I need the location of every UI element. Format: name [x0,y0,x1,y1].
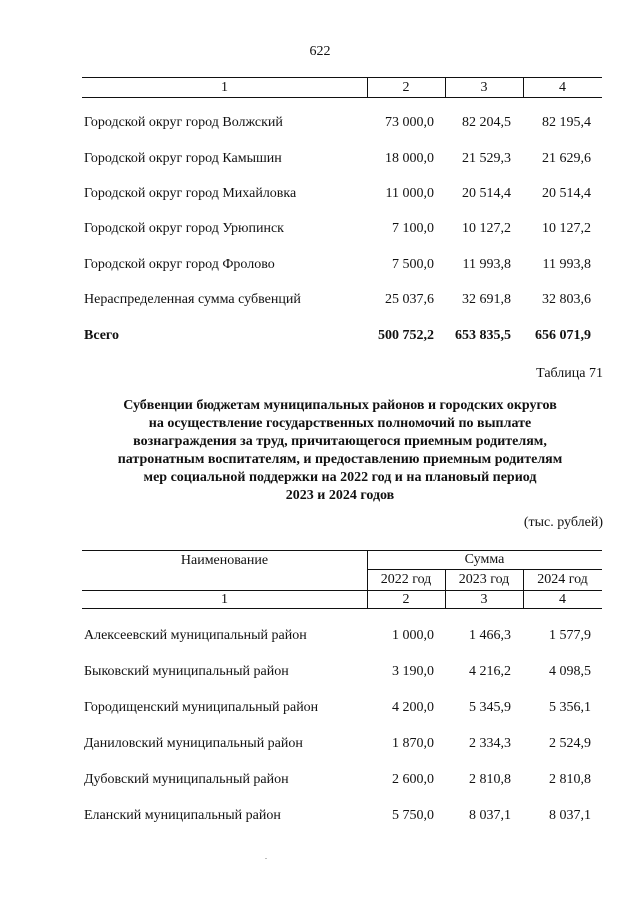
value-2024: 21 629,6 [542,151,591,166]
title-line: вознаграждения за труд, причитающегося приемным родителям, [133,434,547,449]
value-2022: 5 750,0 [392,808,434,823]
value-2024: 5 356,1 [549,700,591,715]
value-2023: 32 691,8 [462,292,511,307]
value-2024: 2 810,8 [549,772,591,787]
value-2023: 21 529,3 [462,151,511,166]
value-2023: 1 466,3 [469,628,511,643]
row-name: Городской округ город Михайловка [84,186,297,201]
value-2024: 10 127,2 [542,221,591,236]
table1-header-col4: 4 [559,80,566,95]
value-2024: 20 514,4 [542,186,591,201]
table1-header-col1: 1 [221,80,228,95]
value-2024: 32 803,6 [542,292,591,307]
row-name: Городской округ город Урюпинск [84,221,284,236]
value-2023: 4 216,2 [469,664,511,679]
title-line: патронатным воспитателям, и предоставлению приемным родителям [117,452,563,467]
row-name: Дубовский муниципальный район [84,772,289,787]
col-number-4: 4 [559,592,566,607]
value-2023: 82 204,5 [462,115,511,130]
value-2022: 7 100,0 [392,221,434,236]
row-name: Алексеевский муниципальный район [84,628,307,643]
value-2024: 2 524,9 [549,736,591,751]
header-year-2022: 2022 год [380,572,432,587]
table-number-label: Таблица 71 [536,366,603,381]
value-2024: 82 195,4 [542,115,591,130]
page-number: 622 [309,44,331,59]
table1-header-col2: 2 [402,80,410,95]
value-2023: 2 810,8 [469,772,511,787]
table1-header-border [82,97,602,98]
total-label: Всего [84,328,119,343]
value-2023: 8 037,1 [469,808,511,823]
total-2022: 500 752,2 [378,328,434,343]
total-2024: 656 071,9 [535,328,591,343]
title-line: мер социальной поддержки на 2022 год и на плановый период [143,470,537,485]
header-sum: Сумма [464,552,505,567]
value-2024: 8 037,1 [549,808,591,823]
value-2022: 7 500,0 [392,257,434,272]
value-2023: 5 345,9 [469,700,511,715]
header-year-2023: 2023 год [458,572,510,587]
units-label: (тыс. рублей) [523,515,603,530]
value-2022: 2 600,0 [392,772,434,787]
value-2022: 11 000,0 [385,186,434,201]
header-year-2024: 2024 год [537,572,588,587]
table1-header-col3: 3 [480,80,488,95]
col-number-3: 3 [480,592,488,607]
table2-sum-divider [367,569,602,570]
value-2023: 2 334,3 [469,736,511,751]
row-name: Даниловский муниципальный район [84,736,303,751]
value-2022: 18 000,0 [385,151,434,166]
row-name: Еланский муниципальный район [84,808,281,823]
row-name: Нераспределенная сумма субвенций [84,292,301,307]
header-name: Наименование [180,553,269,568]
value-2023: 20 514,4 [462,186,511,201]
row-name: Городищенский муниципальный район [84,700,319,715]
row-name: Городской округ город Волжский [84,115,283,130]
row-name: Быковский муниципальный район [84,664,289,679]
row-name: Городской округ город Камышин [84,151,282,166]
total-2023: 653 835,5 [455,328,511,343]
title-line: на осуществление государственных полномочий по выплате [148,416,532,431]
table1-top-border [82,77,602,78]
col-number-1: 1 [221,592,228,607]
value-2024: 1 577,9 [549,628,591,643]
value-2022: 4 200,0 [392,700,434,715]
value-2022: 1 000,0 [392,628,434,643]
table-title [60,397,620,505]
title-line: Субвенции бюджетам муниципальных районов и городских округов [123,398,557,413]
value-2024: 4 098,5 [549,664,591,679]
value-2024: 11 993,8 [542,257,591,272]
value-2022: 3 190,0 [392,664,434,679]
row-name: Городской округ город Фролово [84,257,275,272]
value-2022: 1 870,0 [392,736,434,751]
col-number-2: 2 [402,592,410,607]
value-2023: 10 127,2 [462,221,511,236]
value-2023: 11 993,8 [462,257,511,272]
scan-speck [265,858,267,859]
value-2022: 73 000,0 [385,115,434,130]
value-2022: 25 037,6 [385,292,434,307]
title-line: 2023 и 2024 годов [285,488,395,503]
